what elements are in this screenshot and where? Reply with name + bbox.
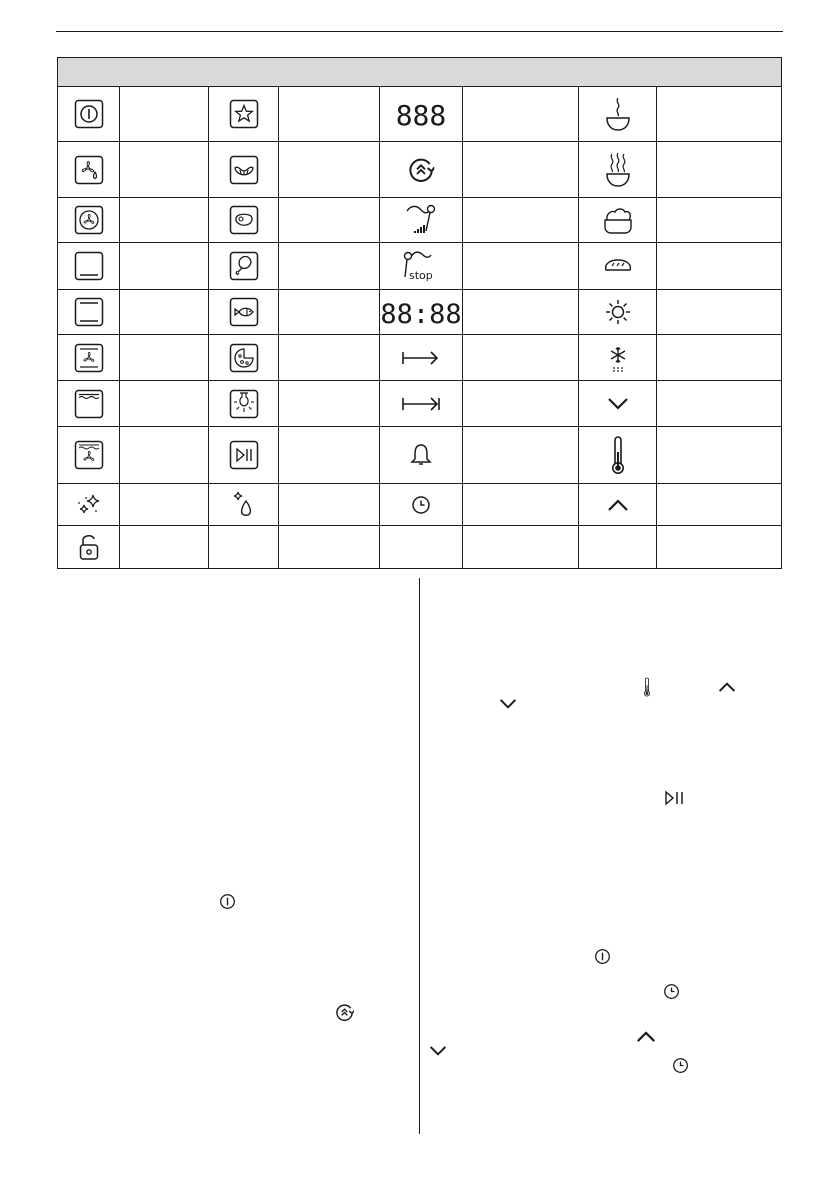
- symbol-cell: [380, 142, 463, 198]
- pastry-icon: [229, 155, 259, 185]
- column-divider: [419, 578, 420, 1134]
- symbol-cell: [58, 427, 120, 484]
- description-cell: [279, 381, 380, 427]
- description-cell: [279, 87, 380, 142]
- bell-icon: [409, 442, 433, 468]
- description-cell: [120, 243, 209, 290]
- table-row: [58, 87, 782, 142]
- description-cell: [279, 290, 380, 335]
- top-bottom-heater-icon: [74, 297, 104, 327]
- symbol-cell: [209, 290, 279, 335]
- description-cell: [120, 142, 209, 198]
- bread-icon: [601, 256, 635, 276]
- start-time-icon: [399, 347, 443, 369]
- description-cell: [463, 142, 579, 198]
- fan-ring-heater-icon: [74, 205, 104, 235]
- description-cell: [463, 198, 579, 243]
- thermometer-icon: [608, 434, 628, 476]
- symbol-cell: [58, 484, 120, 526]
- fish-icon: [229, 297, 259, 327]
- symbol-cell: [58, 290, 120, 335]
- description-cell: [279, 335, 380, 381]
- description-cell: [120, 381, 209, 427]
- description-cell: [463, 427, 579, 484]
- description-cell: [120, 198, 209, 243]
- symbol-cell: [579, 290, 657, 335]
- symbol-cell: [58, 87, 120, 142]
- defrost-icon: [606, 343, 630, 373]
- child-lock-icon: [77, 532, 101, 562]
- oven-symbols-table: [57, 57, 782, 569]
- fan-moisture-icon: [74, 155, 104, 185]
- clock-icon: [672, 1057, 689, 1074]
- pizza-icon: [229, 343, 259, 373]
- description-cell: [657, 526, 782, 569]
- table-row: [58, 198, 782, 243]
- table-header: [58, 58, 782, 87]
- description-cell: [463, 335, 579, 381]
- description-cell: [279, 427, 380, 484]
- sparkle-icon: [74, 492, 104, 518]
- meat-probe-stop-icon: [399, 247, 443, 285]
- table-row: [58, 290, 782, 335]
- symbol-cell: [579, 335, 657, 381]
- symbol-cell: [209, 87, 279, 142]
- symbol-cell: [579, 381, 657, 427]
- symbol-cell: [579, 427, 657, 484]
- symbol-cell: [579, 526, 657, 569]
- power-icon: [219, 893, 236, 910]
- page-top-rule: [56, 31, 783, 32]
- table-row: [58, 427, 782, 484]
- end-time-icon: [399, 393, 443, 415]
- chevron-down-icon: [607, 397, 629, 411]
- chevron-down-icon: [499, 698, 517, 710]
- description-cell: [657, 87, 782, 142]
- fan-top-bottom-icon: [74, 343, 104, 373]
- clock-display-icon: [380, 297, 462, 330]
- description-cell: [279, 142, 380, 198]
- symbol-cell: [58, 381, 120, 427]
- keep-warm-high-icon: [603, 150, 633, 190]
- symbol-cell: [579, 484, 657, 526]
- description-cell: [279, 484, 380, 526]
- symbol-cell: [209, 526, 279, 569]
- table-row: [58, 381, 782, 427]
- grill-icon: [74, 389, 104, 419]
- symbol-cell: [380, 381, 463, 427]
- symbol-cell: [579, 243, 657, 290]
- dough-proving-icon: [601, 205, 635, 235]
- description-cell: [657, 427, 782, 484]
- description-cell: [120, 484, 209, 526]
- oven-light-icon: [229, 389, 259, 419]
- play-pause-icon: [664, 789, 686, 807]
- symbol-cell: [380, 427, 463, 484]
- table-row: [58, 335, 782, 381]
- fan-grill-icon: [74, 440, 104, 470]
- symbol-cell: [58, 335, 120, 381]
- steak-icon: [229, 205, 259, 235]
- description-cell: [657, 142, 782, 198]
- symbol-cell: [58, 243, 120, 290]
- rapid-heat-icon: [405, 154, 437, 186]
- symbol-cell: [58, 526, 120, 569]
- clock-digits-text: 88:88: [380, 299, 462, 330]
- symbol-cell: [380, 87, 463, 142]
- symbol-cell: [579, 87, 657, 142]
- play-pause-icon: [229, 440, 259, 470]
- symbol-cell: [380, 198, 463, 243]
- symbol-cell: [579, 198, 657, 243]
- symbol-cell: [380, 335, 463, 381]
- poultry-icon: [229, 251, 259, 281]
- chevron-up-icon: [607, 498, 629, 512]
- description-cell: [463, 484, 579, 526]
- description-cell: [657, 243, 782, 290]
- description-cell: [657, 198, 782, 243]
- thermometer-icon: [642, 677, 652, 697]
- description-cell: [120, 335, 209, 381]
- bottom-heater-icon: [74, 251, 104, 281]
- symbol-cell: [58, 198, 120, 243]
- rapid-heat-icon: [335, 1003, 354, 1022]
- table-row: [58, 526, 782, 569]
- description-cell: [279, 198, 380, 243]
- symbol-cell: [209, 198, 279, 243]
- symbol-cell: [58, 142, 120, 198]
- symbol-cell: [209, 381, 279, 427]
- description-cell: [463, 87, 579, 142]
- chevron-up-icon: [718, 681, 736, 693]
- symbol-cell: [209, 335, 279, 381]
- sun-icon: [603, 297, 633, 327]
- three-digit-display-icon: [386, 99, 456, 132]
- symbol-cell: [579, 142, 657, 198]
- chevron-up-icon: [636, 1030, 656, 1043]
- symbol-cell: [380, 243, 463, 290]
- keep-warm-icon: [603, 95, 633, 133]
- description-cell: [120, 290, 209, 335]
- favourite-icon: [229, 99, 259, 129]
- power-icon: [594, 948, 611, 965]
- description-cell: [463, 381, 579, 427]
- description-cell: [463, 290, 579, 335]
- description-cell: [657, 335, 782, 381]
- clock-icon: [411, 495, 431, 515]
- probe-stop-text: stop: [409, 269, 433, 282]
- table-row: [58, 243, 782, 290]
- description-cell: [279, 243, 380, 290]
- steam-clean-icon: [231, 490, 257, 520]
- clock-icon: [663, 983, 680, 1000]
- description-cell: [657, 484, 782, 526]
- symbol-cell: [209, 484, 279, 526]
- table-row: [58, 484, 782, 526]
- symbol-cell: [380, 484, 463, 526]
- chevron-down-icon: [429, 1045, 447, 1057]
- description-cell: [657, 381, 782, 427]
- symbol-cell: [380, 526, 463, 569]
- symbol-cell: [209, 142, 279, 198]
- three-digit-text: 888: [395, 99, 447, 132]
- symbol-cell: [209, 243, 279, 290]
- description-cell: [120, 427, 209, 484]
- table-row: [58, 142, 782, 198]
- description-cell: [463, 526, 579, 569]
- symbol-cell: [209, 427, 279, 484]
- meat-probe-level-icon: [401, 201, 441, 239]
- table-header-cell: [58, 58, 782, 87]
- description-cell: [120, 87, 209, 142]
- power-icon: [74, 99, 104, 129]
- description-cell: [120, 526, 209, 569]
- description-cell: [463, 243, 579, 290]
- description-cell: [279, 526, 380, 569]
- symbol-cell: [380, 290, 463, 335]
- description-cell: [657, 290, 782, 335]
